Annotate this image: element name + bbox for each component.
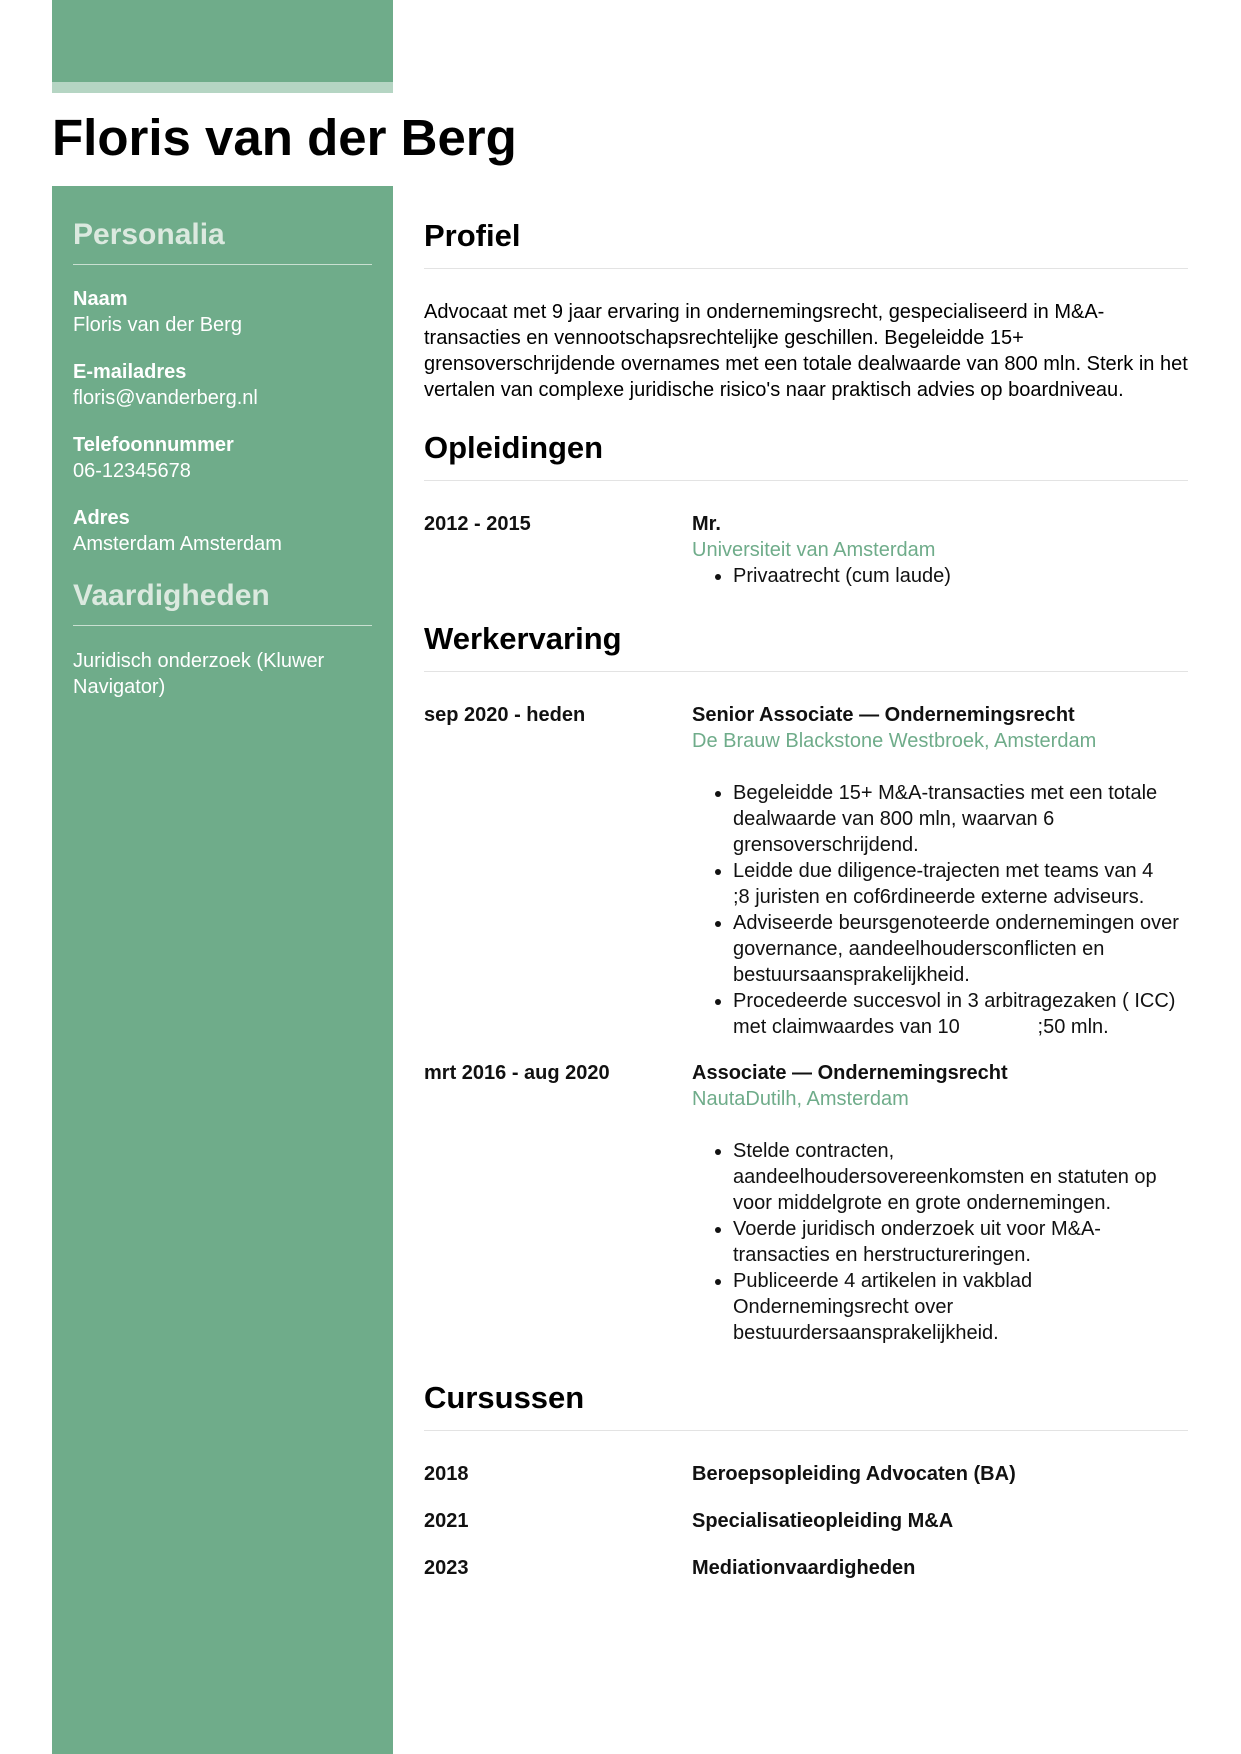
list-item: • Voerde juridisch onderzoek uit voor M&A-transacties en herstructureringen. <box>733 1216 1188 1268</box>
education-degree: Mr. <box>692 513 721 535</box>
experience-details <box>692 702 1232 1040</box>
list-item: • Leidde due diligence-trajecten met teams van 4 ;8 juristen en cof6rdineerde externe adviseurs. <box>733 858 1188 910</box>
experience-date: mrt 2016 - aug 2020 <box>424 1062 610 1084</box>
education-details <box>692 511 1188 589</box>
sidebar-accent-stripe <box>52 82 393 93</box>
profile-section <box>424 218 1188 403</box>
field-label: E-mailadres <box>73 361 187 383</box>
experience-section <box>424 621 1232 1346</box>
experience-heading: Werkervaring <box>424 621 1188 672</box>
field-name <box>73 286 372 338</box>
skills-heading: Vaardigheden <box>73 579 372 626</box>
field-value: 06-12345678 <box>73 460 191 482</box>
education-section <box>424 430 1188 589</box>
experience-company: NautaDutilh, Amsterdam <box>692 1088 909 1110</box>
experience-entry <box>424 702 1232 1040</box>
profile-text: Advocaat met 9 jaar ervaring in ondernemingsrecht, gespecialiseerd in M&A-transacties en vennootschapsrechtelijke geschillen. Begeleidde 15+ grensoverschrijdende overnames met een totale dealwaarde van 800 mln. Sterk in het vertalen van complexe juridische risico's naar praktisch advies op boardniveau. <box>424 301 1188 401</box>
experience-date: sep 2020 - heden <box>424 704 586 726</box>
course-year: 2021 <box>424 1510 469 1532</box>
personalia-heading: Personalia <box>73 218 372 265</box>
list-item: • Stelde contracten, aandeelhoudersovereenkomsten en statuten op voor middelgrote en grote ondernemingen. <box>733 1138 1188 1216</box>
list-item: • Privaatrecht (cum laude) <box>733 563 1188 589</box>
profile-heading: Profiel <box>424 218 1188 269</box>
experience-details <box>692 1060 1188 1346</box>
courses-heading: Cursussen <box>424 1380 1188 1431</box>
course-name: Specialisatieopleiding M&A <box>692 1510 954 1532</box>
field-value: Amsterdam Amsterdam <box>73 533 282 555</box>
course-year: 2023 <box>424 1557 469 1579</box>
field-address <box>73 505 372 557</box>
experience-company: De Brauw Blackstone Westbroek, Amsterdam <box>692 730 1097 752</box>
personalia-section <box>73 218 372 700</box>
field-email <box>73 359 372 411</box>
education-school: Universiteit van Amsterdam <box>692 539 936 561</box>
experience-bullets <box>692 1138 1188 1346</box>
sidebar-header-block <box>52 0 393 82</box>
course-row <box>424 1461 1188 1487</box>
experience-role: Associate — Ondernemingsrecht <box>692 1062 1008 1084</box>
field-label: Telefoonnummer <box>73 434 234 456</box>
course-row <box>424 1508 1188 1534</box>
field-phone <box>73 432 372 484</box>
experience-bullets <box>692 780 1232 1040</box>
list-item: • Begeleidde 15+ M&A-transacties met een totale dealwaarde van 800 mln, waarvan 6 grensoverschrijdend. <box>733 780 1188 858</box>
course-name: Mediationvaardigheden <box>692 1557 916 1579</box>
course-row <box>424 1555 1188 1581</box>
courses-section <box>424 1380 1188 1581</box>
course-year: 2018 <box>424 1463 469 1485</box>
field-label: Adres <box>73 507 130 529</box>
education-bullets <box>692 563 1188 589</box>
skill-item: Juridisch onderzoek (Kluwer Navigator) <box>73 650 325 698</box>
education-entry <box>424 511 1188 589</box>
courses-list <box>424 1461 1188 1581</box>
main-content <box>424 186 1232 1602</box>
field-value: Floris van der Berg <box>73 314 242 336</box>
education-heading: Opleidingen <box>424 430 1188 481</box>
education-date: 2012 - 2015 <box>424 513 531 535</box>
field-label: Naam <box>73 288 128 310</box>
experience-entry <box>424 1060 1188 1346</box>
course-name: Beroepsopleiding Advocaten (BA) <box>692 1463 1016 1485</box>
list-item: • Publiceerde 4 artikelen in vakblad Ondernemingsrecht over bestuurdersaansprakelijkheid. <box>733 1268 1188 1346</box>
sidebar <box>52 186 393 1754</box>
experience-role: Senior Associate — Ondernemingsrecht <box>692 704 1075 726</box>
list-item: • Procedeerde succesvol in 3 arbitragezaken ( ICC) met claimwaardes van 10 ;50 mln. <box>733 988 1188 1040</box>
field-value: floris@vanderberg.nl <box>73 387 258 409</box>
candidate-name: Floris van der Berg <box>52 109 517 166</box>
list-item: • Adviseerde beursgenoteerde ondernemingen over governance, aandeelhoudersconflicten en bestuursaansprakelijkheid. <box>733 910 1188 988</box>
